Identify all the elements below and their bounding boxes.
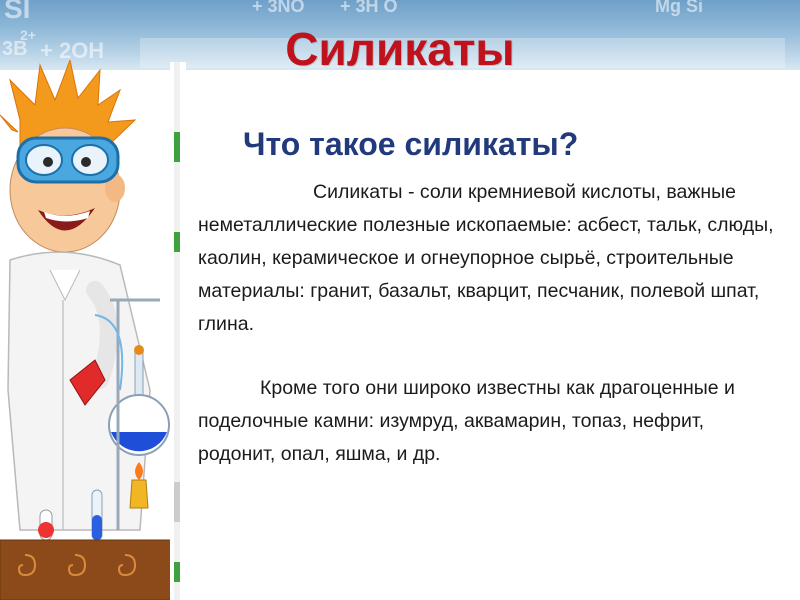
banner-formula-b: 3B: [2, 38, 28, 60]
section-heading: Что такое силикаты?: [243, 126, 579, 162]
decorative-strip: [170, 62, 186, 600]
banner-formula-oh: + 2OH: [40, 38, 105, 63]
banner-formula-charge: 2+: [20, 27, 36, 43]
banner-formula-h2o: + 3H O: [340, 0, 398, 16]
banner-formula-mgsi: Mg Si: [655, 0, 703, 16]
slide-title: Силикаты: [285, 23, 515, 75]
banner-formula-no: + 3NO: [252, 0, 305, 16]
scientist-illustration: [0, 60, 180, 600]
banner-formula-si: SI: [4, 0, 31, 24]
paragraph-gemstones: Кроме того они широко известны как драгоценные и поделочные камни: изумруд, аквамарин, топаз, нефрит, родонит, опал, яшма, и др.: [198, 377, 735, 465]
paragraph-definition: Силикаты - соли кремниевой кислоты, важные неметаллические полезные ископаемые: асбест, тальк, слюды, каолин, керамическое и огнеупорное сырьё, строительные материалы: гранит, базальт, кварцит, песчаник, полевой шпат, глина.: [198, 181, 774, 335]
